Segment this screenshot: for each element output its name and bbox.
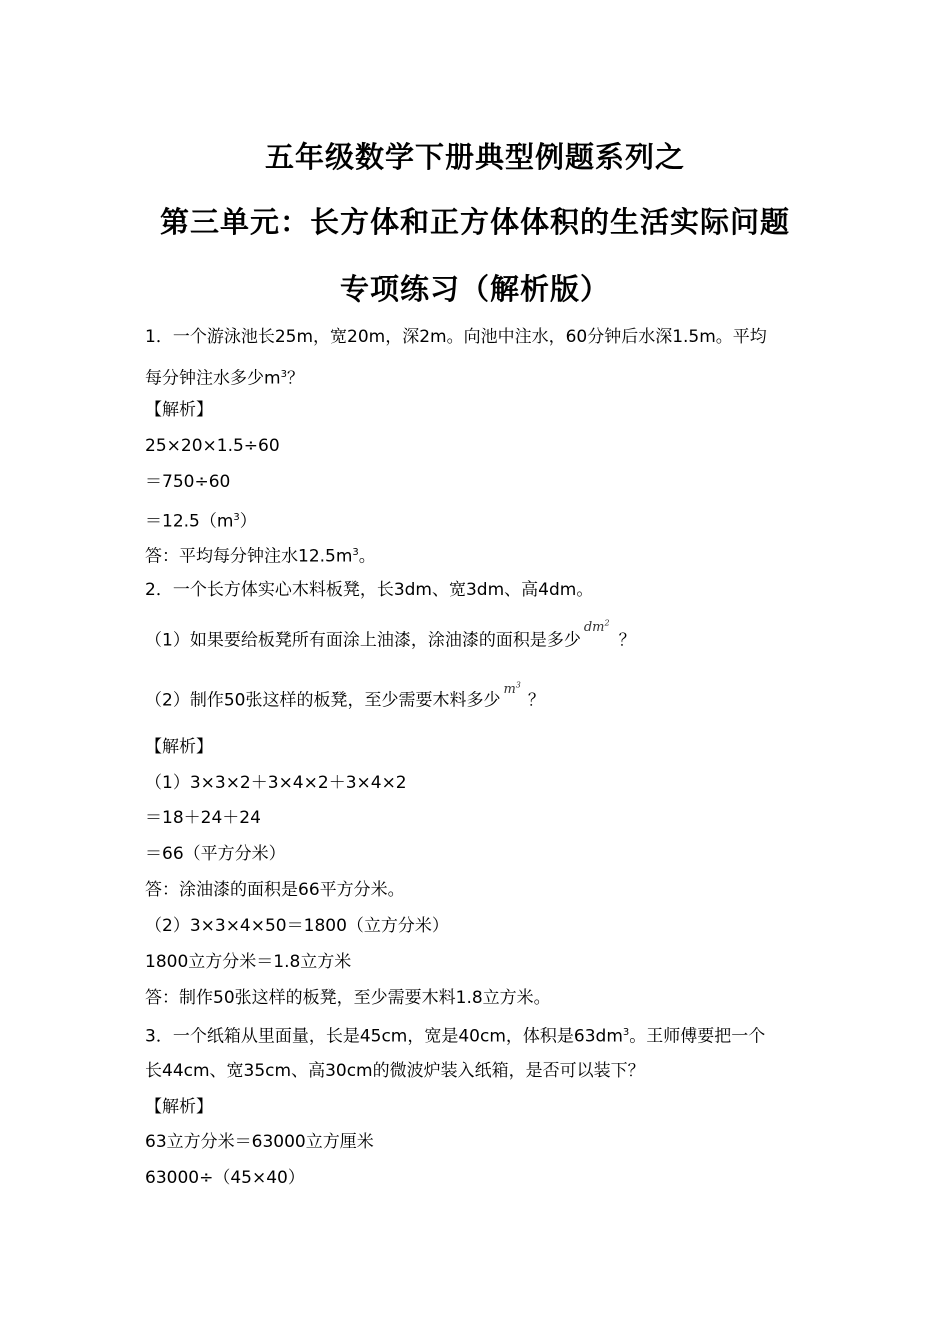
q1-step-3-main: ＝12.5（m: [145, 511, 234, 532]
title-line-1: 五年级数学下册典型例题系列之: [264, 140, 685, 174]
q1-step-3-superscript: 3: [233, 512, 240, 523]
q3-step-2: 63000÷（45×40）: [145, 1168, 305, 1188]
q2-step-5: 1800立方分米＝1.8立方米: [145, 952, 352, 972]
q1-step-3: [145, 508, 257, 532]
q2-answer-2: 答：制作50张这样的板凳，至少需要木料1.8立方米。: [145, 988, 551, 1008]
q3-text-line-1-end: 。王师傅要把一个: [629, 1026, 766, 1047]
q2-part-1-text: （1）如果要给板凳所有面涂上油漆，涂油漆的面积是多少: [145, 630, 581, 651]
q2-step-4: （2）3×3×4×50＝1800（立方分米）: [145, 916, 449, 936]
q1-answer: [145, 543, 376, 567]
q1-step-1: 25×20×1.5÷60: [145, 436, 280, 456]
q1-jiexi-heading: 【解析】: [145, 400, 213, 420]
q3-step-1: 63立方分米＝63000立方厘米: [145, 1132, 374, 1152]
q2-part-1-end: ？: [618, 630, 636, 651]
q1-answer-main: 答：平均每分钟注水12.5m: [145, 546, 353, 567]
q2-part-1-unit: [584, 620, 610, 635]
q2-part-2: [145, 681, 545, 712]
q1-text-line-2-main: 每分钟注水多少m: [145, 368, 281, 389]
q2-part-2-unit: [503, 682, 520, 697]
q3-text-line-1: [145, 1023, 765, 1047]
q2-part-2-unit-exponent: 3: [515, 681, 521, 690]
q3-jiexi-heading: 【解析】: [145, 1097, 213, 1117]
q2-part-1: [145, 619, 636, 652]
q2-step-1: （1）3×3×2＋3×4×2＋3×4×2: [145, 773, 407, 793]
q1-text-line-1: 1．一个游泳池长25m，宽20m，深2m。向池中注水，60分钟后水深1.5m。平均: [145, 327, 767, 347]
q1-step-3-end: ）: [239, 511, 257, 532]
q1-text-line-2: [145, 365, 304, 389]
q1-text-line-2-end: ？: [286, 368, 304, 389]
q3-text-line-2: 长44cm、宽35cm、高30cm的微波炉装入纸箱，是否可以装下？: [145, 1061, 645, 1081]
q2-step-3: ＝66（平方分米）: [145, 844, 286, 864]
q2-text: 2．一个长方体实心木料板凳，长3dm、宽3dm、高4dm。: [145, 580, 594, 600]
q2-answer-1: 答：涂油漆的面积是66平方分米。: [145, 880, 405, 900]
q2-jiexi-heading: 【解析】: [145, 737, 213, 757]
q1-step-2: ＝750÷60: [145, 472, 231, 492]
title-line-3: 专项练习（解析版）: [339, 272, 610, 306]
q2-part-2-text: （2）制作50张这样的板凳，至少需要木料多少: [145, 690, 501, 711]
q1-unit-superscript: 3: [280, 369, 287, 380]
q2-part-2-end: ？: [527, 690, 545, 711]
q1-answer-end: 。: [358, 546, 376, 567]
q3-text-line-1-main: 3．一个纸箱从里面量，长是45cm，宽是40cm，体积是63dm: [145, 1026, 623, 1047]
q2-part-1-unit-base: dm: [583, 620, 605, 636]
q1-answer-superscript: 3: [352, 547, 359, 558]
q3-unit-superscript: 3: [622, 1027, 630, 1038]
title-line-2: 第三单元：长方体和正方体体积的生活实际问题: [159, 205, 790, 239]
q2-step-2: ＝18＋24＋24: [145, 808, 261, 828]
q2-part-1-unit-exponent: 2: [604, 619, 610, 628]
q2-part-2-unit-base: m: [503, 682, 516, 698]
